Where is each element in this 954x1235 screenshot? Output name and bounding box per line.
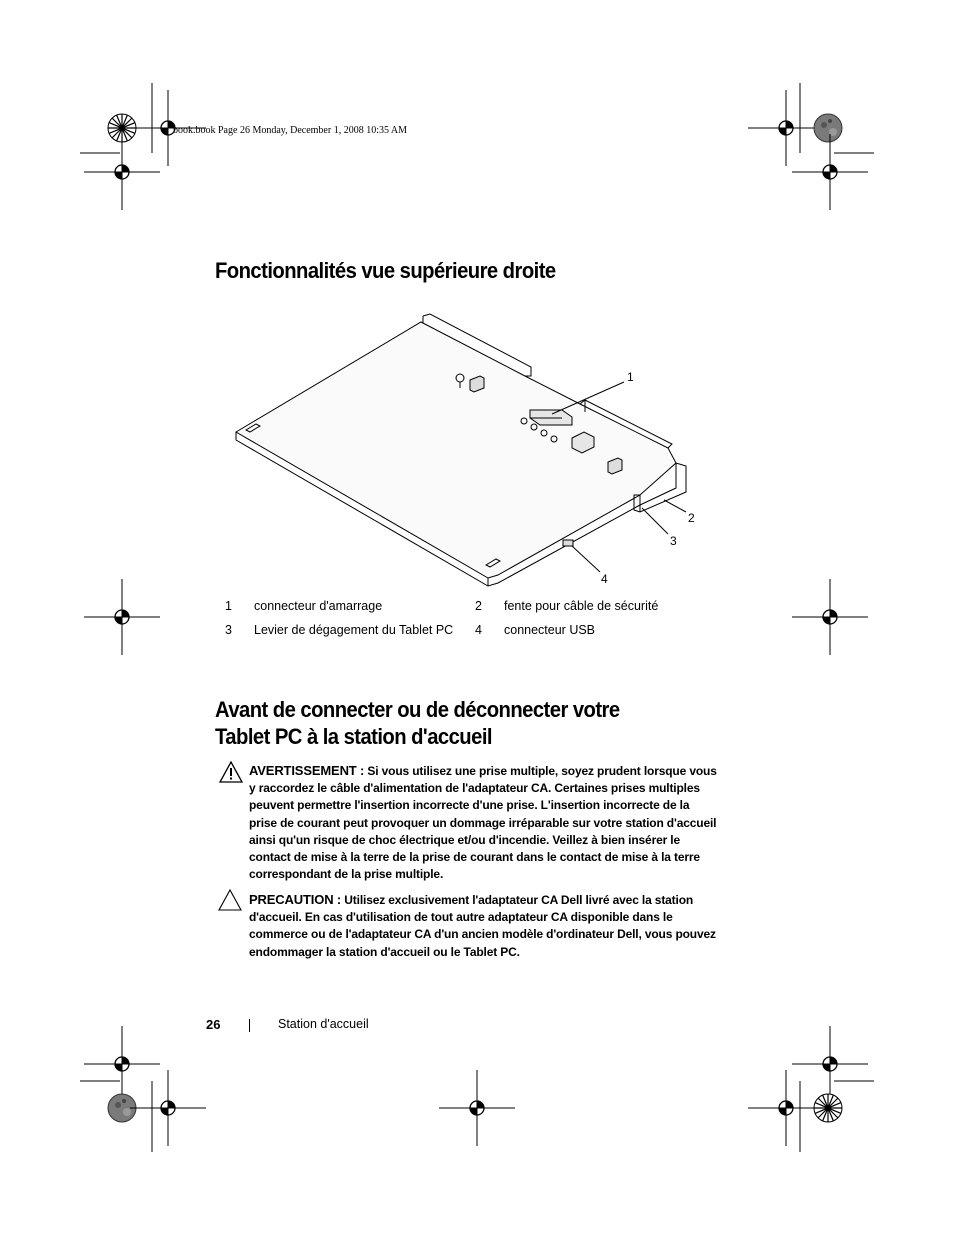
callout-2: 2 — [688, 511, 695, 525]
docking-station-illustration — [230, 310, 700, 590]
caution-note — [249, 891, 719, 961]
page-number: 26 — [206, 1017, 221, 1032]
callout-3: 3 — [670, 534, 677, 548]
warning-label: AVERTISSEMENT : — [249, 763, 365, 778]
figure-legend — [215, 594, 658, 642]
legend-text: connecteur d'amarrage — [254, 599, 383, 613]
caution-triangle-icon — [218, 889, 242, 911]
section-title-before-connecting-line1: Avant de connecter ou de déconnecter votre — [215, 697, 620, 722]
legend-row — [215, 618, 658, 642]
print-header: book.book Page 26 Monday, December 1, 2008 10:35 AM — [173, 125, 408, 136]
caution-label: PRECAUTION : — [249, 892, 342, 907]
legend-number: 1 — [225, 599, 232, 613]
warning-note — [249, 762, 719, 883]
legend-number: 2 — [475, 599, 482, 613]
legend-number: 4 — [475, 623, 482, 637]
warning-text: Si vous utilisez une prise multiple, soyez prudent lorsque vous y raccordez le câble d'alimentation de l'adaptateur CA. Certaines prises multiples peuvent permettre l'insertion incorrecte d'une prise. L'insertion incorrecte de la prise de courant peut provoquer un dommage irréparable sur votre station d'accueil ainsi qu'un risque de choc électrique et/ou d'incendie. Veillez à bien insérer le contact de mise à la terre de la prise de courant dans le contact de mise à la terre correspondant de la prise multiple. — [249, 764, 717, 882]
legend-row — [215, 594, 658, 618]
legend-number: 3 — [225, 623, 232, 637]
section-title-before-connecting-line2: Tablet PC à la station d'accueil — [215, 724, 492, 749]
legend-text: Levier de dégagement du Tablet PC — [254, 623, 454, 637]
section-title-features: Fonctionnalités vue supérieure droite — [215, 258, 556, 283]
footer-separator — [249, 1019, 250, 1032]
callout-4: 4 — [601, 572, 608, 586]
legend-text: connecteur USB — [504, 623, 596, 637]
legend-text: fente pour câble de sécurité — [504, 599, 659, 613]
warning-triangle-icon — [219, 761, 243, 783]
footer-section-name: Station d'accueil — [278, 1017, 369, 1031]
caution-text: Utilisez exclusivement l'adaptateur CA Dell livré avec la station d'accueil. En cas d'utilisation de tout autre adaptateur CA disponible dans le commerce ou de l'adaptateur CA d'un ancien modèle d'ordinateur Dell, vous pouvez endommager la station d'accueil ou le Tablet PC. — [249, 893, 716, 959]
callout-1: 1 — [627, 370, 634, 384]
